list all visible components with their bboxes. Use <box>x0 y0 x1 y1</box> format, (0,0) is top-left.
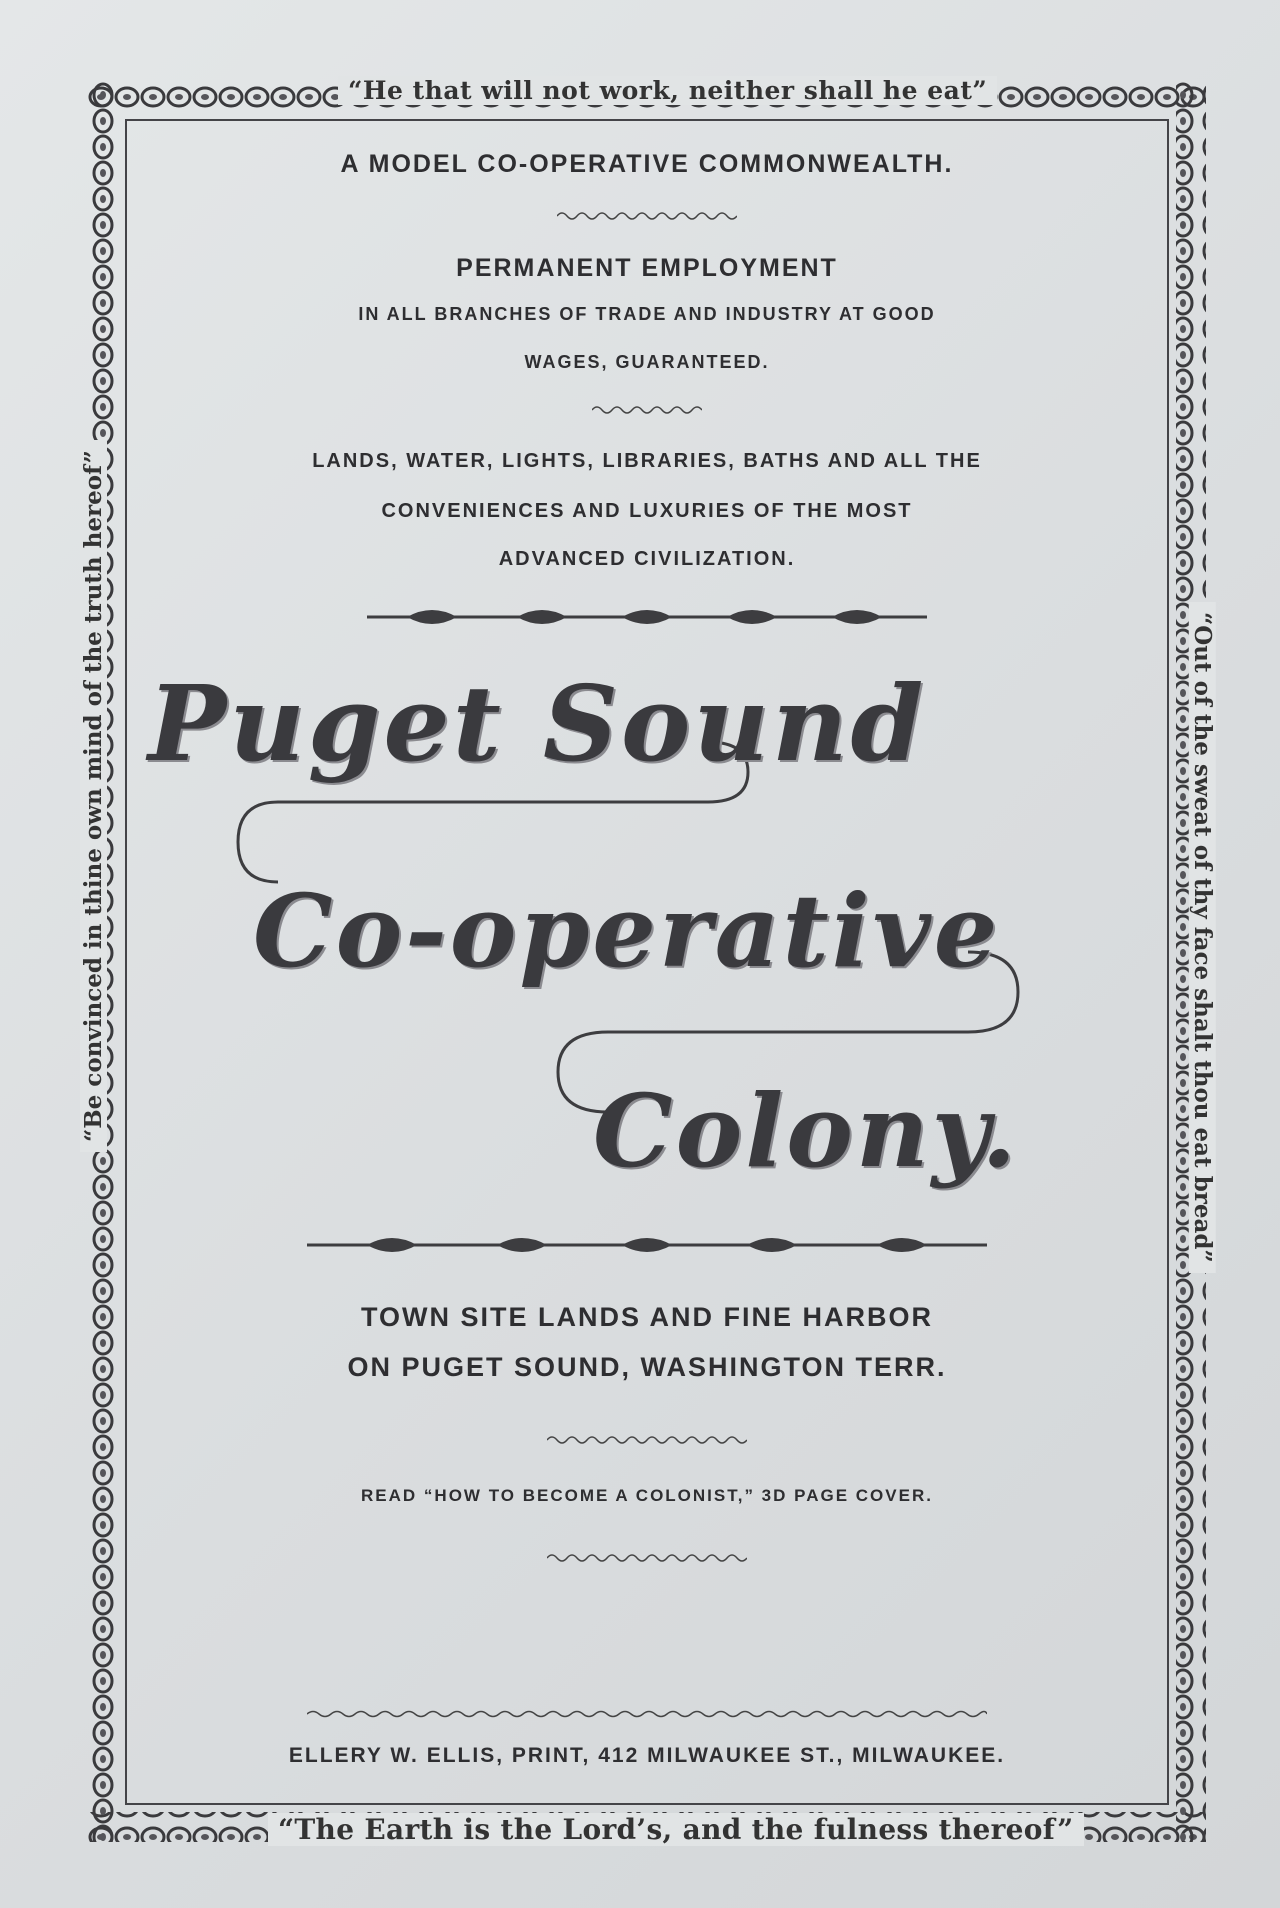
colonist-note: READ “HOW TO BECOME A COLONIST,” 3D PAGE COVER. <box>361 1486 933 1505</box>
heading-commonwealth: A MODEL CO-OPERATIVE COMMONWEALTH. <box>340 150 954 178</box>
amenities-line-1: LANDS, WATER, LIGHTS, LIBRARIES, BATHS AND ALL THE <box>312 450 982 472</box>
divider-squiggle <box>547 1552 747 1564</box>
title-line-3: Colony. <box>593 1072 1020 1190</box>
page-content <box>88 82 1206 1842</box>
town-site-line-2: ON PUGET SOUND, WASHINGTON TERR. <box>347 1352 947 1382</box>
motto-top: “He that will not work, neither shall he eat” <box>338 76 997 105</box>
divider-long <box>307 1708 987 1720</box>
divider-squiggle <box>547 1434 747 1446</box>
heading-employment: PERMANENT EMPLOYMENT <box>456 254 838 282</box>
employment-line-2: WAGES, GUARANTEED. <box>524 352 770 372</box>
title-line-2: Co-operative <box>253 872 1001 990</box>
amenities-line-2: CONVENIENCES AND LUXURIES OF THE MOST <box>381 500 913 522</box>
title-line-1: Puget Sound <box>148 662 927 785</box>
motto-bottom: “The Earth is the Lord’s, and the fulness thereof” <box>268 1813 1084 1846</box>
ornamental-frame <box>80 76 1216 1846</box>
printer-credit: ELLERY W. ELLIS, PRINT, 412 MILWAUKEE ST., MILWAUKEE. <box>288 1744 1006 1767</box>
vine-ornament-bottom <box>307 1230 987 1260</box>
motto-right: “Out of the sweat of thy face shalt thou eat bread” <box>1189 602 1216 1273</box>
amenities-line-3: ADVANCED CIVILIZATION. <box>498 548 796 570</box>
motto-left: “Be convinced in thine own mind of the truth hereof” <box>80 440 107 1152</box>
town-site-line-1: TOWN SITE LANDS AND FINE HARBOR <box>361 1302 933 1332</box>
employment-line-1: IN ALL BRANCHES OF TRADE AND INDUSTRY AT GOOD <box>358 304 936 324</box>
